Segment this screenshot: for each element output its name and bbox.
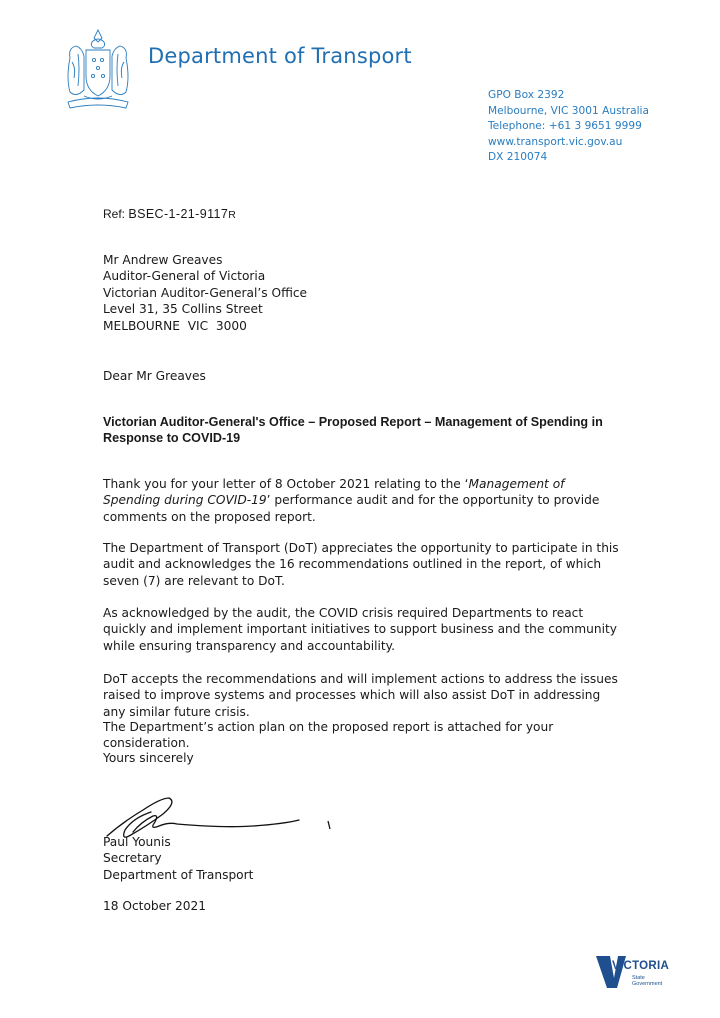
signer-name: Paul Younis	[103, 835, 171, 849]
paragraph-1-text: Thank you for your letter of 8 October 2021 relating to the ‘	[103, 477, 469, 491]
address-line: DX 210074	[488, 151, 548, 163]
address-line: www.transport.vic.gov.au	[488, 135, 623, 148]
department-name: Department of Transport	[148, 44, 412, 68]
recipient-address	[103, 252, 307, 334]
address-line: Telephone: +61 3 9651 9999	[488, 120, 642, 132]
audit-title: Management of Spending during COVID-19	[103, 477, 565, 508]
recipient-line: Auditor-General of Victoria	[103, 269, 266, 284]
coat-of-arms-crest	[62, 28, 134, 114]
reference-suffix: R	[228, 209, 236, 221]
salutation: Dear Mr Greaves	[103, 369, 206, 383]
paragraph-2: The Department of Transport (DoT) appreciates the opportunity to participate in this audit and acknowledges the 16 recommendations outlined in the report, of which seven (7) are relevant to DoT.	[103, 541, 619, 588]
signer-title: Secretary	[103, 851, 162, 866]
signature-mark	[327, 820, 331, 830]
recipient-line: Mr Andrew Greaves	[103, 253, 223, 267]
subject-heading: Victorian Auditor-General's Office – Proposed Report – Management of Spending in Response to COVID-19	[103, 415, 603, 445]
recipient-line: MELBOURNE VIC 3000	[103, 318, 247, 333]
reference-line	[103, 207, 236, 221]
recipient-line: Level 31, 35 Collins Street	[103, 302, 263, 317]
reference-label: Ref:	[103, 207, 129, 221]
closing: Yours sincerely	[103, 751, 194, 765]
victoria-logo-subtitle: State Government	[632, 975, 663, 987]
signer-block	[103, 834, 253, 883]
paragraph-5: The Department’s action plan on the proposed report is attached for your consideration.	[103, 720, 554, 751]
paragraph-3: As acknowledged by the audit, the COVID crisis required Departments to react quickly and implement important initiatives to support business and the community while ensuring transparency and accountability.	[103, 606, 617, 653]
address-line: GPO Box 2392	[488, 89, 565, 101]
paragraph-1	[103, 476, 623, 525]
reference-number: BSEC-1-21-9117	[128, 207, 229, 221]
paragraph-4: DoT accepts the recommendations and will implement actions to address the issues raised to improve systems and processes which will also assist DoT in addressing any similar future crisis.	[103, 672, 618, 719]
address-line: Melbourne, VIC 3001 Australia	[488, 104, 649, 117]
paragraph-1-text-end: ’ performance audit and for the opportunity to provide comments on the proposed report.	[103, 493, 600, 524]
victoria-logo-word: VICTORIA	[612, 960, 670, 972]
letter-date: 18 October 2021	[103, 899, 207, 913]
return-address	[488, 88, 649, 166]
recipient-line: Victorian Auditor-General’s Office	[103, 285, 308, 300]
signer-organisation: Department of Transport	[103, 867, 254, 882]
